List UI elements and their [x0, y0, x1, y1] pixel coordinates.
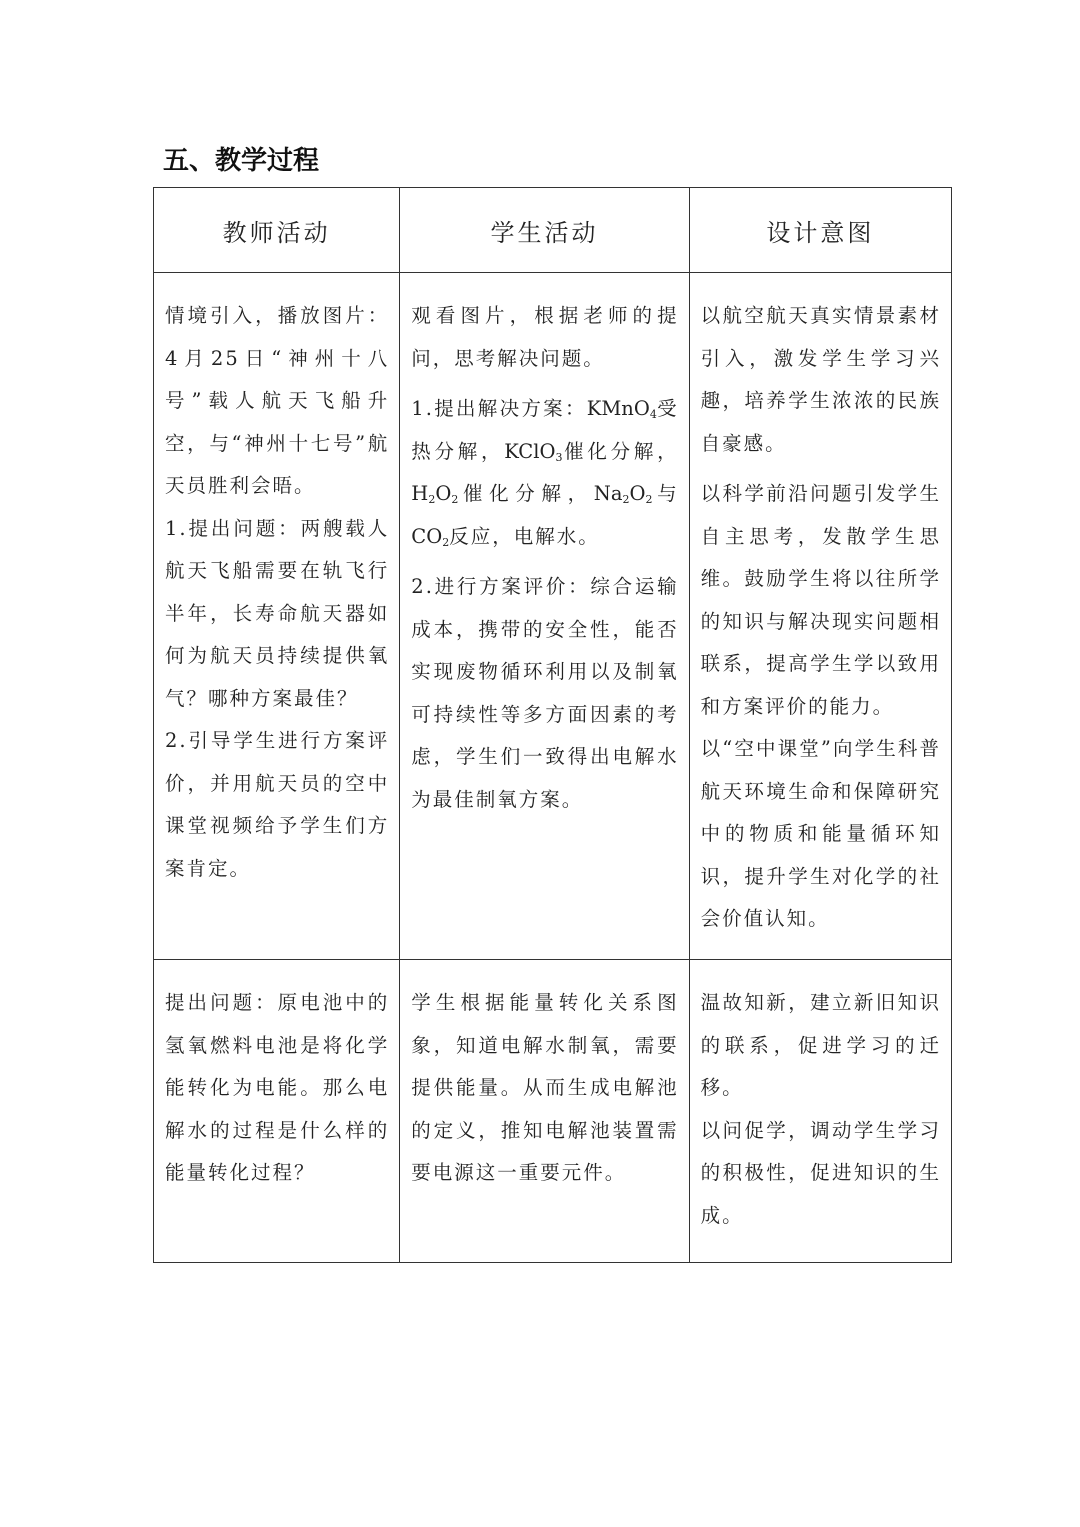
design-text: 以航空航天真实情景素材引入，激发学生学习兴趣，培养学生浓浓的民族自豪感。 — [700, 304, 941, 455]
header-student-activity: 学生活动 — [400, 188, 689, 273]
student-text: 2.进行方案评价：综合运输成本，携带的安全性，能否实现废物循环利用以及制氧可持续性等多方面因素的考虑，学生们一致得出电解水为最佳制氧方案。 — [411, 575, 679, 811]
design-intent-cell — [689, 273, 951, 960]
teacher-text: 提出问题：原电池中的氢氧燃料电池是将化学能转化为电能。那么电解水的过程是什么样的能量转化过程？ — [165, 991, 390, 1184]
section-heading: 五、教学过程 — [163, 146, 320, 176]
student-activity-cell — [400, 273, 689, 960]
student-solutions-text: 1.提出解决方案：KMnO$_4$受热分解，KClO$_3$催化分解，$H_2O_2$催化分解，$Na_2O_2$与$CO_2$反应，电解水。 — [411, 397, 679, 549]
formula-na2o2: $Na_2O_2$ — [593, 482, 653, 506]
formula-co2: $CO_2$ — [411, 524, 450, 549]
student-text: 学生根据能量转化关系图象，知道电解水制氧，需要提供能量。从而生成电解池的定义，推知电解池装置需要电源这一重要元件。 — [411, 991, 679, 1184]
teacher-text: 情境引入，播放图片：4月25日“神州十八号”载人航天飞船升空，与“神州十七号”航天员胜利会晤。 — [165, 304, 390, 497]
design-text: 以问促学，调动学生学习的积极性，促进知识的生成。 — [700, 1118, 941, 1227]
teaching-process-table — [153, 187, 952, 1263]
teacher-text: 1.提出问题：两艘载人航天飞船需要在轨飞行半年，长寿命航天器如何为航天员持续提供氧气？哪种方案最佳？ — [165, 516, 390, 710]
design-text: 以“空中课堂”向学生科普航天环境生命和保障研究中的物质和能量循环知识，提升学生对化学的社会价值认知。 — [700, 737, 941, 930]
table-header-row — [154, 188, 952, 273]
formula-kmno4: KMnO$_4$ — [586, 397, 657, 421]
table-row — [154, 273, 952, 960]
formula-kclo3: KClO$_3$ — [504, 439, 563, 464]
design-text: 以科学前沿问题引发学生自主思考，发散学生思维。鼓励学生将以往所学的知识与解决现实问题相联系，提高学生学以致用和方案评价的能力。 — [700, 482, 941, 718]
design-intent-cell — [689, 960, 951, 1263]
header-design-intent: 设计意图 — [689, 188, 951, 273]
header-teacher-activity: 教师活动 — [154, 188, 400, 273]
table-row — [154, 960, 952, 1263]
formula-h2o2: $H_2O_2$ — [411, 482, 459, 506]
design-text: 温故知新，建立新旧知识的联系，促进学习的迁移。 — [700, 991, 941, 1099]
student-activity-cell — [400, 960, 689, 1263]
teacher-activity-cell — [154, 273, 400, 960]
student-text: 观看图片，根据老师的提问，思考解决问题。 — [411, 304, 679, 370]
teacher-activity-cell — [154, 960, 400, 1263]
teacher-text: 2.引导学生进行方案评价，并用航天员的空中课堂视频给予学生们方案肯定。 — [165, 729, 390, 880]
